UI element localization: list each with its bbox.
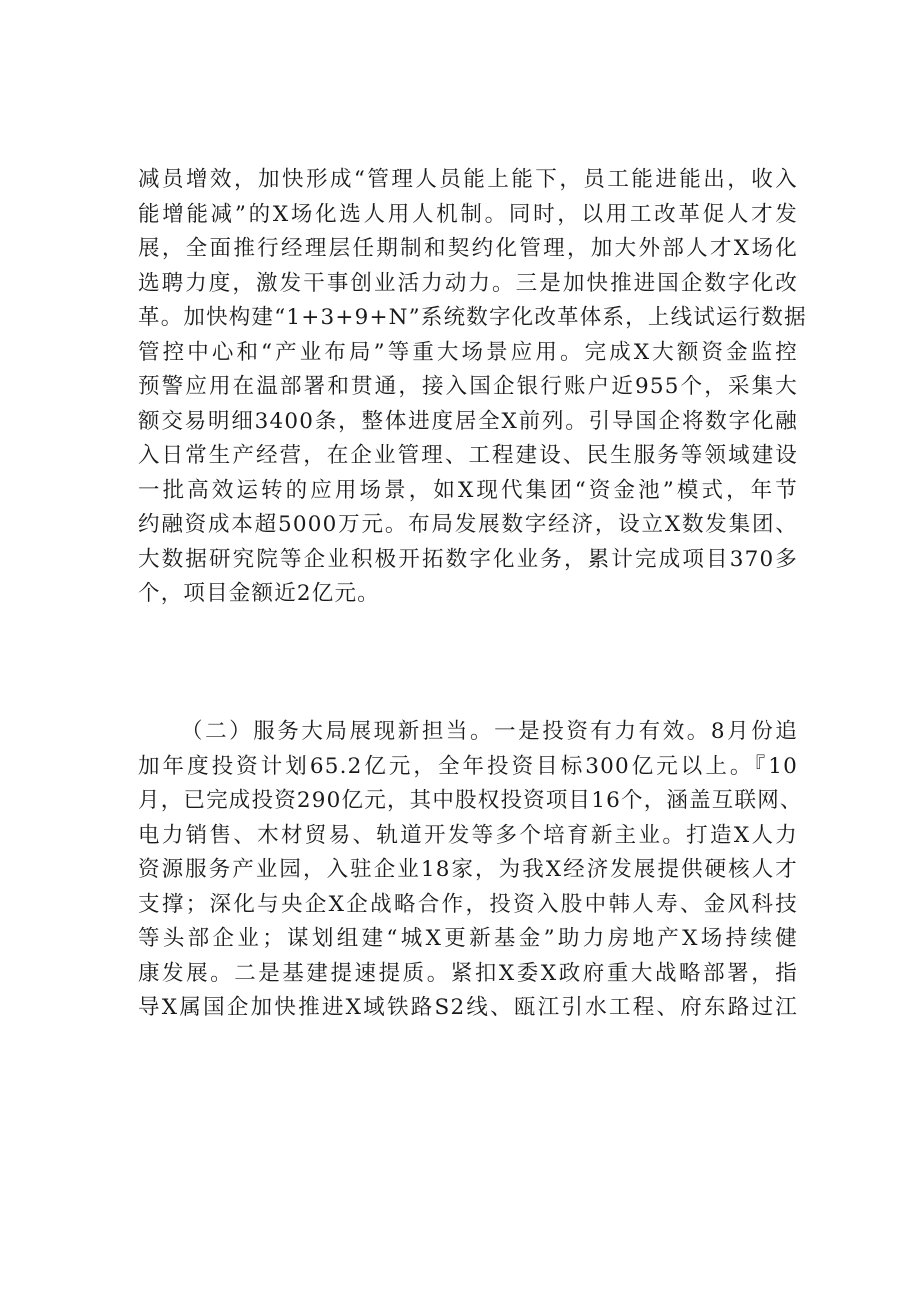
- paragraph-line: 减员增效，加快形成“管理人员能上能下，员工能进能出，收入: [138, 167, 798, 192]
- paragraph-line: 大数据研究院等企业积极开拓数字化业务，累计完成项目370多: [138, 546, 798, 572]
- paragraph-line: 资源服务产业园，入驻企业18家，为我X经济发展提供硬核人才: [138, 857, 798, 882]
- paragraph-line: 电力销售、木材贸易、轨道开发等多个培育新主业。打造X人力: [138, 822, 798, 848]
- paragraph-line: 能增能减”的X场化选人用人机制。同时，以用工改革促人才发: [138, 201, 798, 227]
- paragraph-line: 支撑；深化与央企X企战略合作，投资入股中韩人寿、金风科技: [138, 891, 798, 917]
- paragraph-line: 导X属国企加快推进X域铁路S2线、瓯江引水工程、府东路过江: [138, 995, 798, 1020]
- paragraph-line: 入日常生产经营，在企业管理、工程建设、民生服务等领域建设: [138, 443, 798, 468]
- paragraph-line: 展，全面推行经理层任期制和契约化管理，加大外部人才X场化: [138, 236, 798, 261]
- paragraph-line: 等头部企业；谋划组建“城X更新基金”助力房地产X场持续健: [138, 926, 798, 951]
- paragraph-line: 康发展。二是基建提速提质。紧扣X委X政府重大战略部署，指: [138, 960, 798, 986]
- paragraph-line: 额交易明细3400条，整体进度居全X前列。引导国企将数字化融: [138, 408, 798, 434]
- body-paragraph-serving-overall-situation: [138, 715, 803, 1026]
- paragraph-line: 约融资成本超5000万元。布局发展数字经济，设立X数发集团、: [138, 512, 798, 537]
- paragraph-line: 预警应用在温部署和贯通，接入国企银行账户近955个，采集大: [138, 374, 798, 399]
- paragraph-line: 加年度投资计划65.2亿元，全年投资目标300亿元以上。『10: [138, 753, 798, 779]
- paragraph-line: 个，项目金额近2亿元。: [138, 581, 380, 606]
- body-paragraph-digital-reform: [138, 163, 807, 612]
- paragraph-first-line: （二）服务大局展现新担当。一是投资有力有效。8月份追: [181, 719, 798, 744]
- paragraph-line: 管控中心和“产业布局”等重大场景应用。完成X大额资金监控: [138, 339, 798, 365]
- paragraph-line: 一批高效运转的应用场景，如X现代集团“资金池”模式，年节: [138, 477, 798, 503]
- paragraph-line: 月，已完成投资290亿元，其中股权投资项目16个，涵盖互联网、: [138, 788, 803, 813]
- paragraph-line: 选聘力度，激发干事创业活力动力。三是加快推进国企数字化改: [138, 270, 798, 296]
- paragraph-line: 革。加快构建“1+3+9+N”系统数字化改革体系，上线试运行数据: [138, 305, 807, 330]
